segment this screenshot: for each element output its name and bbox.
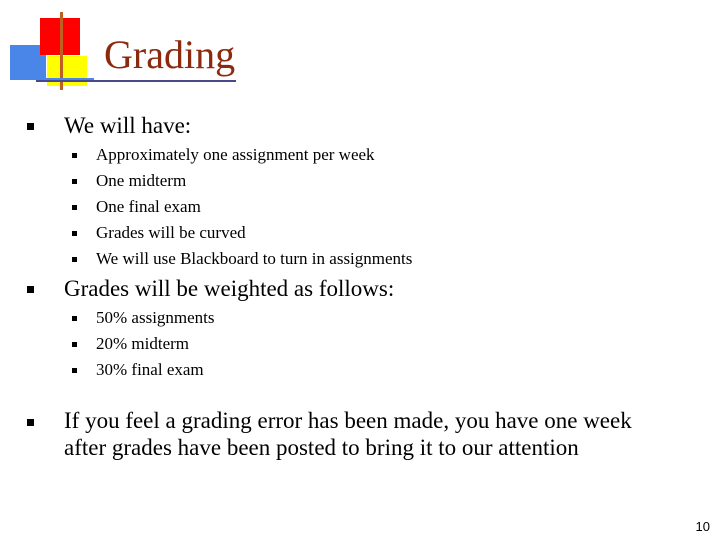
sub-bullet-icon bbox=[72, 205, 77, 210]
sub-bullet-icon bbox=[72, 231, 77, 236]
sub-bullet-assignments-weekly: Approximately one assignment per week bbox=[96, 145, 375, 164]
sub-bullet-midterm-weight: 20% midterm bbox=[96, 334, 190, 353]
bullet-grading-error-line2: after grades have been posted to bring it to our attention bbox=[64, 435, 579, 460]
bullet-square-icon bbox=[27, 286, 34, 293]
sub-bullet-final-weight: 30% final exam bbox=[96, 360, 204, 379]
sub-bullet-icon bbox=[72, 153, 77, 158]
title-underline bbox=[36, 80, 236, 82]
sub-bullet-blackboard: We will use Blackboard to turn in assignments bbox=[96, 249, 413, 268]
bullet-square-icon bbox=[27, 419, 34, 426]
decorative-squares-logo bbox=[0, 0, 100, 100]
sub-bullet-icon bbox=[72, 257, 77, 262]
bullet-weighted: Grades will be weighted as follows: bbox=[64, 276, 395, 301]
sub-bullet-icon bbox=[72, 316, 77, 321]
sub-bullet-icon bbox=[72, 368, 77, 373]
slide-title: Grading bbox=[104, 32, 236, 77]
page-number: 10 bbox=[695, 519, 710, 534]
bullet-grading-error-line1: If you feel a grading error has been made, you have one week bbox=[64, 408, 632, 433]
sub-bullet-curved: Grades will be curved bbox=[96, 223, 246, 242]
bullet-we-will-have: We will have: bbox=[64, 113, 192, 138]
sub-bullet-icon bbox=[72, 342, 77, 347]
sub-bullet-assignments-weight: 50% assignments bbox=[96, 308, 215, 327]
sub-bullet-final-exam: One final exam bbox=[96, 197, 201, 216]
sub-bullet-icon bbox=[72, 179, 77, 184]
sub-bullet-midterm: One midterm bbox=[96, 171, 187, 190]
bullet-square-icon bbox=[27, 123, 34, 130]
